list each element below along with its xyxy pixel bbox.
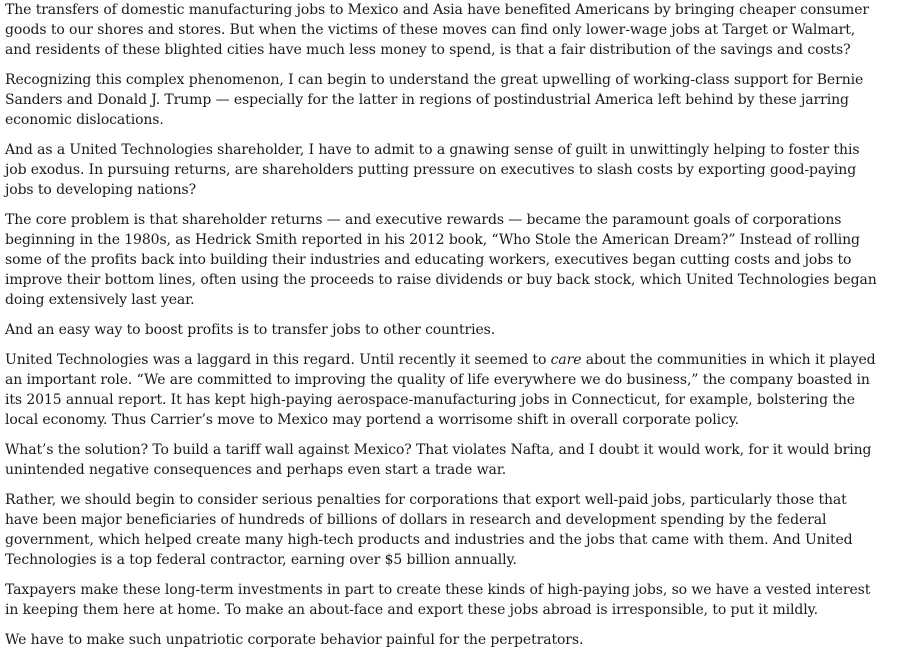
article-paragraph: Recognizing this complex phenomenon, I can begin to understand the great upwelling of working-class support for Bernie Sanders and Donald J. Trump — especially for the latter in regions of postindustrial America left behind by these jarring economic dislocations. bbox=[5, 72, 864, 128]
article-paragraph: Rather, we should begin to consider serious penalties for corporations that export well-paid jobs, particularly those that have been major beneficiaries of hundreds of billions of dollars in research and development spending by the federal government, which helped create many high-tech products and industries and the jobs that came with them. And United Technologies is a top federal contractor, earning over $5 billion annually. bbox=[5, 492, 853, 568]
article-paragraph: Taxpayers make these long-term investments in part to create these kinds of high-paying jobs, so we have a vested interest in keeping them here at home. To make an about-face and export these jobs abroad is irresponsible, to put it mildly. bbox=[5, 582, 871, 618]
article-paragraph: What’s the solution? To build a tariff wall against Mexico? That violates Nafta, and I doubt it would work, for it would bring unintended negative consequences and perhaps even start a trade war. bbox=[5, 442, 872, 478]
emphasized-word: care bbox=[550, 352, 582, 368]
article-paragraph bbox=[5, 350, 880, 430]
article-paragraph: And an easy way to boost profits is to transfer jobs to other countries. bbox=[5, 322, 496, 338]
article-paragraph: The core problem is that shareholder returns — and executive rewards — became the paramount goals of corporations beginning in the 1980s, as Hedrick Smith reported in his 2012 book, “Who Stole the American Dream?” Instead of rolling some of the profits back into building their industries and educating workers, executives began cutting costs and jobs to improve their bottom lines, often using the proceeds to raise dividends or buy back stock, which United Technologies began doing extensively last year. bbox=[5, 212, 877, 308]
article-paragraph: We have to make such unpatriotic corporate behavior painful for the perpetrators. bbox=[5, 632, 584, 648]
article-paragraph: And as a United Technologies shareholder, I have to admit to a gnawing sense of guilt in unwittingly helping to foster this job exodus. In pursuing returns, are shareholders putting pressure on executives to slash costs by exporting good-paying jobs to developing nations? bbox=[5, 142, 860, 198]
paragraph-text: United Technologies was a laggard in this regard. Until recently it seemed to bbox=[5, 352, 551, 368]
paragraph-text: about the communities in which it played an important role. “We are committed to improving the quality of life everywhere we do business,” the company boasted in its 2015 annual report. It has kept high-paying aerospace-manufacturing jobs in Connecticut, for example, bolstering the local economy. Thus Carrier’s move to Mexico may portend a worrisome shift in overall corporate policy. bbox=[5, 352, 876, 428]
article-paragraph: The transfers of domestic manufacturing jobs to Mexico and Asia have benefited Americans by bringing cheaper consumer goods to our shores and stores. But when the victims of these moves can find only lower-wage jobs at Target or Walmart, and residents of these blighted cities have much less money to spend, is that a fair distribution of the savings and costs? bbox=[5, 2, 870, 58]
